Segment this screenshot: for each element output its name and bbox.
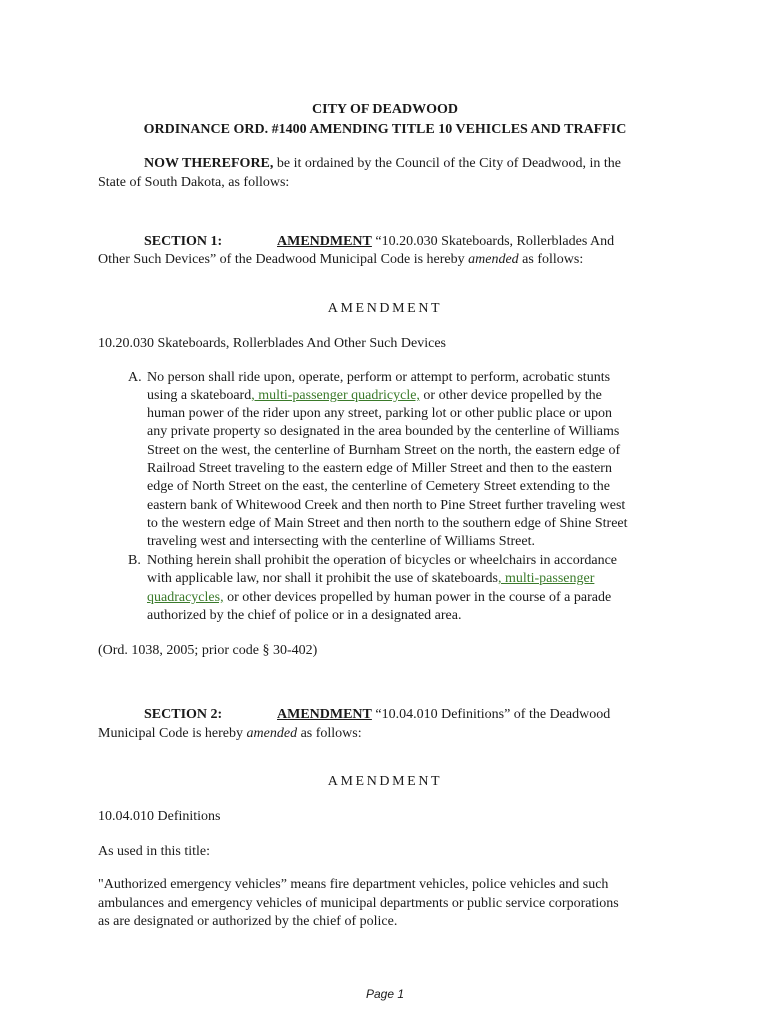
section-2-title-text: “10.04.010 Definitions” of the Deadwood [371, 707, 611, 722]
section-1-label: SECTION 1: [144, 234, 223, 249]
section-2-line-1 [277, 706, 610, 724]
section-2-line-2-pre: Municipal Code is hereby [98, 726, 247, 741]
section-2-subtitle: 10.04.010 Definitions [98, 809, 221, 824]
inserted-text: quadracycles, [147, 590, 224, 605]
item-b-line-3-post: or other devices propelled by human power in the course of a parade [223, 590, 612, 605]
section-2-line-2-post: as follows: [297, 726, 362, 741]
section-1-heading: AMENDMENT [327, 301, 443, 316]
preamble-line-2: State of South Dakota, as follows: [98, 175, 290, 190]
section-2-amended: amended [246, 726, 298, 741]
item-b-line: Nothing herein shall prohibit the operation of bicycles or wheelchairs in accordance [147, 553, 617, 568]
inserted-text: , multi-passenger quadricycle, [251, 388, 420, 403]
section-2-line-2 [98, 725, 362, 743]
section-1-subtitle: 10.20.030 Skateboards, Rollerblades And Other Such Devices [98, 336, 446, 351]
definition-line: as are designated or authorized by the chief of police. [98, 914, 398, 929]
section-1-citation: (Ord. 1038, 2005; prior code § 30-402) [98, 643, 318, 658]
item-b-line: authorized by the chief of police or in a designated area. [147, 608, 462, 623]
definition-line: "Authorized emergency vehicles” means fire department vehicles, police vehicles and such [98, 877, 609, 892]
section-1-title-text: “10.20.030 Skateboards, Rollerblades And [371, 234, 615, 249]
section-1-amendment-word: AMENDMENT [277, 234, 372, 249]
inserted-text: , multi-passenger [497, 571, 595, 586]
section-1-line-2 [98, 251, 583, 269]
item-b-line [147, 570, 594, 588]
preamble-text: be it ordained by the Council of the City of Deadwood, in the [273, 156, 621, 171]
item-a-line: any private property so designated in the area bounded by the centerline of Williams [147, 424, 620, 439]
item-a-line: to the western edge of Main Street and then north to the southern edge of Shine Street [147, 516, 628, 531]
preamble-lead: NOW THEREFORE, [144, 156, 274, 171]
ordinance-title: ORDINANCE ORD. #1400 AMENDING TITLE 10 VEHICLES AND TRAFFIC [143, 122, 627, 137]
item-a-line-2-post: or other device propelled by the [419, 388, 602, 403]
item-b-line [147, 589, 611, 607]
definition-line: ambulances and emergency vehicles of municipal departments or public service corporations [98, 896, 619, 911]
item-b-line-2-pre: with applicable law, nor shall it prohibit the use of skateboards [147, 571, 498, 586]
item-a-line: eastern bank of Whitewood Creek and then north to Pine Street further traveling west [147, 498, 626, 513]
item-a-line: Street on the west, the centerline of Burnham Street on the north, the eastern edge of [147, 443, 621, 458]
document-title: CITY OF DEADWOOD [312, 102, 458, 117]
preamble-line-1 [144, 155, 621, 173]
section-1-line-2-post: as follows: [518, 252, 584, 267]
item-a-line: Railroad Street traveling to the eastern edge of Miller Street and then to the eastern [147, 461, 612, 476]
item-a-marker: A. [128, 370, 142, 385]
section-2-heading: AMENDMENT [327, 774, 443, 789]
item-b-marker: B. [128, 553, 141, 568]
section-1-line-2-pre: Other Such Devices” of the Deadwood Municipal Code is hereby [98, 252, 469, 267]
section-2-amendment-word: AMENDMENT [277, 707, 372, 722]
page-number: Page 1 [365, 987, 405, 1001]
section-1-line-1 [277, 233, 614, 251]
item-a-line [147, 387, 602, 405]
section-2-label: SECTION 2: [144, 707, 223, 722]
item-a-line-2-pre: using a skateboard [147, 388, 252, 403]
section-1-amended: amended [468, 252, 519, 267]
item-a-line: human power of the rider upon any street, parking lot or other public place or upon [147, 406, 612, 421]
item-a-line: traveling west and intersecting with the centerline of Williams Street. [147, 534, 535, 549]
item-a-line: edge of North Street on the east, the centerline of Cemetery Street extending to the [147, 479, 611, 494]
section-2-intro: As used in this title: [98, 844, 210, 859]
item-a-line: No person shall ride upon, operate, perform or attempt to perform, acrobatic stunts [147, 370, 611, 385]
